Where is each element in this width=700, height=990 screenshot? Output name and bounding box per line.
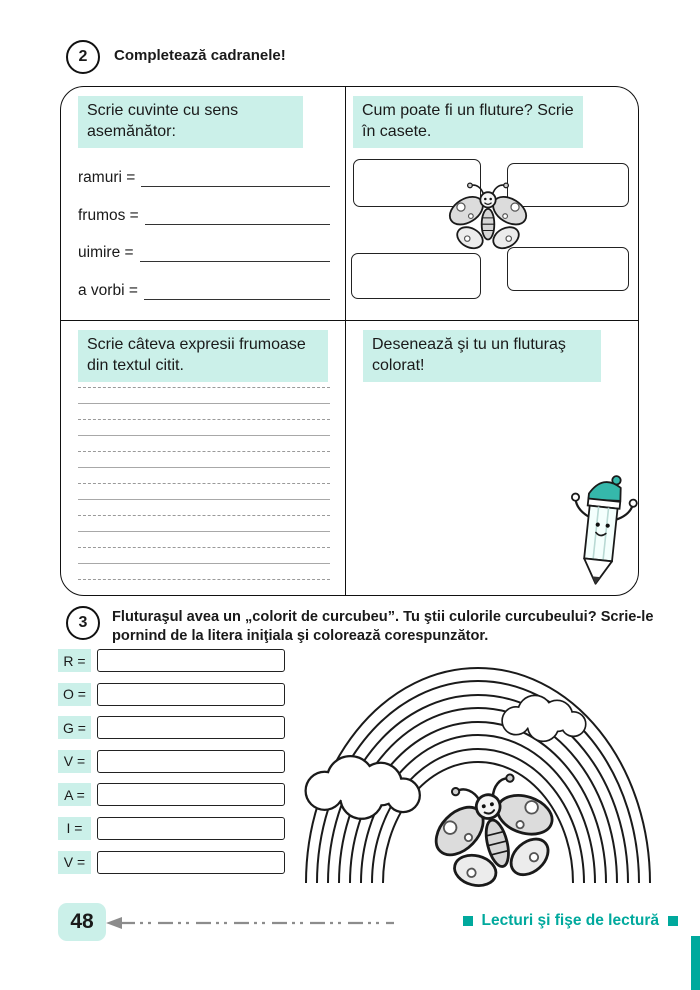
writing-line <box>78 451 330 452</box>
cloud-left <box>307 757 419 817</box>
answer-row <box>58 817 285 840</box>
rainbow-answer-rows <box>58 649 285 874</box>
letter-label: I = <box>58 817 91 840</box>
writing-line <box>78 403 330 404</box>
synonym-row <box>78 207 330 225</box>
answer-input[interactable] <box>97 783 285 806</box>
page-number <box>58 903 106 941</box>
quadrant3-heading: Scrie câteva expresii frumoase din textul citit. <box>78 330 328 382</box>
quadrant2-heading: Cum poate fi un fluture? Scrie în casete. <box>353 96 583 148</box>
writing-line <box>78 483 330 484</box>
writing-line <box>78 531 330 532</box>
teal-square-icon <box>668 916 678 926</box>
quadrant4-heading: Desenează şi tu un fluturaş colorat! <box>363 330 601 382</box>
quadrants-frame <box>60 86 639 596</box>
exercise-2-number-label: 2 <box>78 48 88 65</box>
quadrant1-heading: Scrie cuvinte cu sens asemănător: <box>78 96 303 148</box>
word-label: frumos = <box>78 207 139 224</box>
footer-arrow-line <box>104 915 396 931</box>
section-label-text: Lecturi şi fişe de lectură <box>481 912 659 929</box>
writing-line <box>78 563 330 564</box>
synonym-row <box>78 169 330 187</box>
synonym-row <box>78 282 330 300</box>
answer-line[interactable] <box>141 171 330 187</box>
answer-line[interactable] <box>145 209 330 225</box>
word-label: uimire = <box>78 244 134 261</box>
answer-line[interactable] <box>140 246 330 262</box>
letter-label: G = <box>58 716 91 739</box>
answer-input[interactable] <box>97 817 285 840</box>
vertical-divider <box>345 87 346 595</box>
writing-line <box>78 419 330 420</box>
rainbow-illustration <box>286 658 674 920</box>
answer-line[interactable] <box>144 284 330 300</box>
butterfly-large <box>417 765 573 902</box>
answer-row <box>58 851 285 874</box>
letter-label: V = <box>58 750 91 773</box>
letter-label: O = <box>58 683 91 706</box>
horizontal-divider <box>61 320 638 321</box>
answer-input[interactable] <box>97 851 285 874</box>
writing-line <box>78 579 330 580</box>
letter-label: V = <box>58 851 91 874</box>
butterfly-illustration <box>439 177 537 275</box>
writing-line <box>78 515 330 516</box>
answer-input[interactable] <box>97 683 285 706</box>
answer-row <box>58 750 285 773</box>
answer-input[interactable] <box>97 750 285 773</box>
answer-row <box>58 716 285 739</box>
synonym-row <box>78 244 330 262</box>
answer-input[interactable] <box>97 716 285 739</box>
writing-line <box>78 467 330 468</box>
section-label <box>463 912 678 930</box>
answer-row <box>58 683 285 706</box>
answer-row <box>58 783 285 806</box>
writing-line <box>78 547 330 548</box>
letter-label: A = <box>58 783 91 806</box>
exercise-2-title: Completează cadranele! <box>114 47 286 64</box>
exercise-2-number <box>66 40 100 74</box>
pencil-character-illustration <box>559 472 643 594</box>
exercise-3-prompt: Fluturaşul avea un „colorit de curcubeu”. Tu ştii culorile curcubeului? Scrie-le pornind de la litera iniţiala şi colorează corespunzător. <box>112 609 654 645</box>
answer-input[interactable] <box>97 649 285 672</box>
exercise-3-number-label: 3 <box>78 614 88 631</box>
page-edge-tab <box>691 936 700 990</box>
word-label: ramuri = <box>78 169 136 186</box>
page-number-label: 48 <box>70 910 94 933</box>
answer-row <box>58 649 285 672</box>
exercise-3-number <box>66 606 100 640</box>
writing-line <box>78 435 330 436</box>
teal-square-icon <box>463 916 473 926</box>
word-label: a vorbi = <box>78 282 138 299</box>
writing-line <box>78 499 330 500</box>
writing-line <box>78 387 330 388</box>
writing-lines-area[interactable] <box>78 387 330 595</box>
letter-label: R = <box>58 649 91 672</box>
